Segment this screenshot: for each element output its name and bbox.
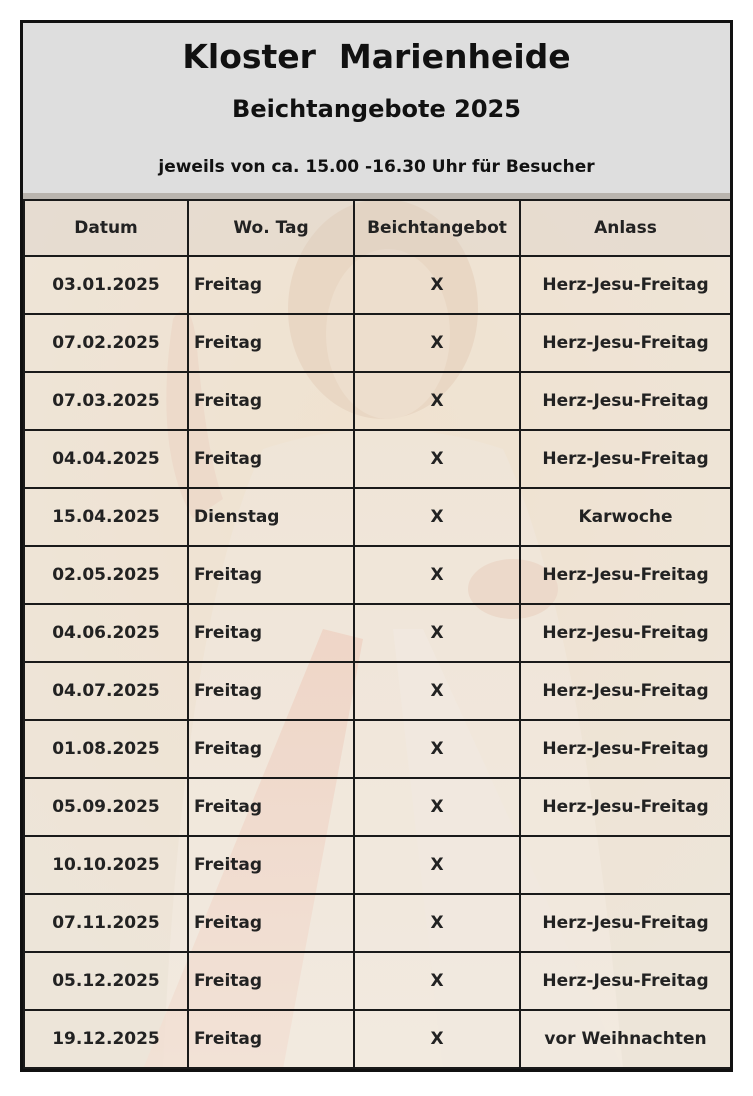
table-row [24,372,731,430]
cell-occasion: Herz-Jesu-Freitag [520,604,731,662]
cell-date: 04.06.2025 [24,604,188,662]
cell-date: 10.10.2025 [24,836,188,894]
confession-schedule-table [23,199,732,1069]
cell-occasion: Herz-Jesu-Freitag [520,662,731,720]
cell-weekday: Freitag [188,604,354,662]
cell-occasion: Herz-Jesu-Freitag [520,778,731,836]
column-header-date: Datum [24,200,188,256]
table-row [24,662,731,720]
cell-offer: X [354,430,520,488]
cell-date: 07.11.2025 [24,894,188,952]
cell-occasion: Herz-Jesu-Freitag [520,952,731,1010]
cell-occasion: Herz-Jesu-Freitag [520,430,731,488]
cell-offer: X [354,314,520,372]
cell-date: 07.03.2025 [24,372,188,430]
table-row [24,720,731,778]
cell-weekday: Freitag [188,256,354,314]
cell-weekday: Freitag [188,314,354,372]
table-row [24,952,731,1010]
column-header-offer: Beichtangebot [354,200,520,256]
poster-frame [20,20,733,1072]
cell-offer: X [354,372,520,430]
column-header-weekday: Wo. Tag [188,200,354,256]
table-row [24,1010,731,1068]
table-row [24,546,731,604]
column-header-occasion: Anlass [520,200,731,256]
cell-date: 15.04.2025 [24,488,188,546]
cell-offer: X [354,1010,520,1068]
table-row [24,488,731,546]
page-subtitle: Beichtangebote 2025 [232,95,521,123]
cell-occasion: Herz-Jesu-Freitag [520,256,731,314]
cell-date: 03.01.2025 [24,256,188,314]
cell-offer: X [354,546,520,604]
cell-weekday: Freitag [188,952,354,1010]
cell-occasion: Herz-Jesu-Freitag [520,372,731,430]
cell-weekday: Dienstag [188,488,354,546]
cell-offer: X [354,488,520,546]
cell-offer: X [354,662,520,720]
table-header-row [24,200,731,256]
page-title: Kloster Marienheide [182,37,571,76]
cell-occasion: vor Weihnachten [520,1010,731,1068]
cell-offer: X [354,778,520,836]
cell-date: 19.12.2025 [24,1010,188,1068]
time-note: jeweils von ca. 15.00 -16.30 Uhr für Besucher [158,157,595,177]
cell-occasion: Karwoche [520,488,731,546]
cell-date: 01.08.2025 [24,720,188,778]
cell-occasion: Herz-Jesu-Freitag [520,546,731,604]
cell-weekday: Freitag [188,1010,354,1068]
cell-weekday: Freitag [188,372,354,430]
cell-date: 05.12.2025 [24,952,188,1010]
cell-weekday: Freitag [188,662,354,720]
cell-date: 07.02.2025 [24,314,188,372]
table-row [24,604,731,662]
cell-offer: X [354,256,520,314]
cell-date: 02.05.2025 [24,546,188,604]
cell-occasion [520,836,731,894]
cell-weekday: Freitag [188,430,354,488]
cell-offer: X [354,836,520,894]
cell-weekday: Freitag [188,894,354,952]
cell-date: 05.09.2025 [24,778,188,836]
cell-offer: X [354,894,520,952]
table-row [24,314,731,372]
cell-weekday: Freitag [188,720,354,778]
cell-offer: X [354,720,520,778]
cell-offer: X [354,952,520,1010]
cell-offer: X [354,604,520,662]
header [23,23,730,199]
cell-occasion: Herz-Jesu-Freitag [520,720,731,778]
cell-occasion: Herz-Jesu-Freitag [520,314,731,372]
cell-weekday: Freitag [188,836,354,894]
table-row [24,894,731,952]
cell-date: 04.04.2025 [24,430,188,488]
table-row [24,256,731,314]
table-row [24,778,731,836]
cell-occasion: Herz-Jesu-Freitag [520,894,731,952]
cell-weekday: Freitag [188,778,354,836]
table-row [24,836,731,894]
table-row [24,430,731,488]
cell-weekday: Freitag [188,546,354,604]
cell-date: 04.07.2025 [24,662,188,720]
